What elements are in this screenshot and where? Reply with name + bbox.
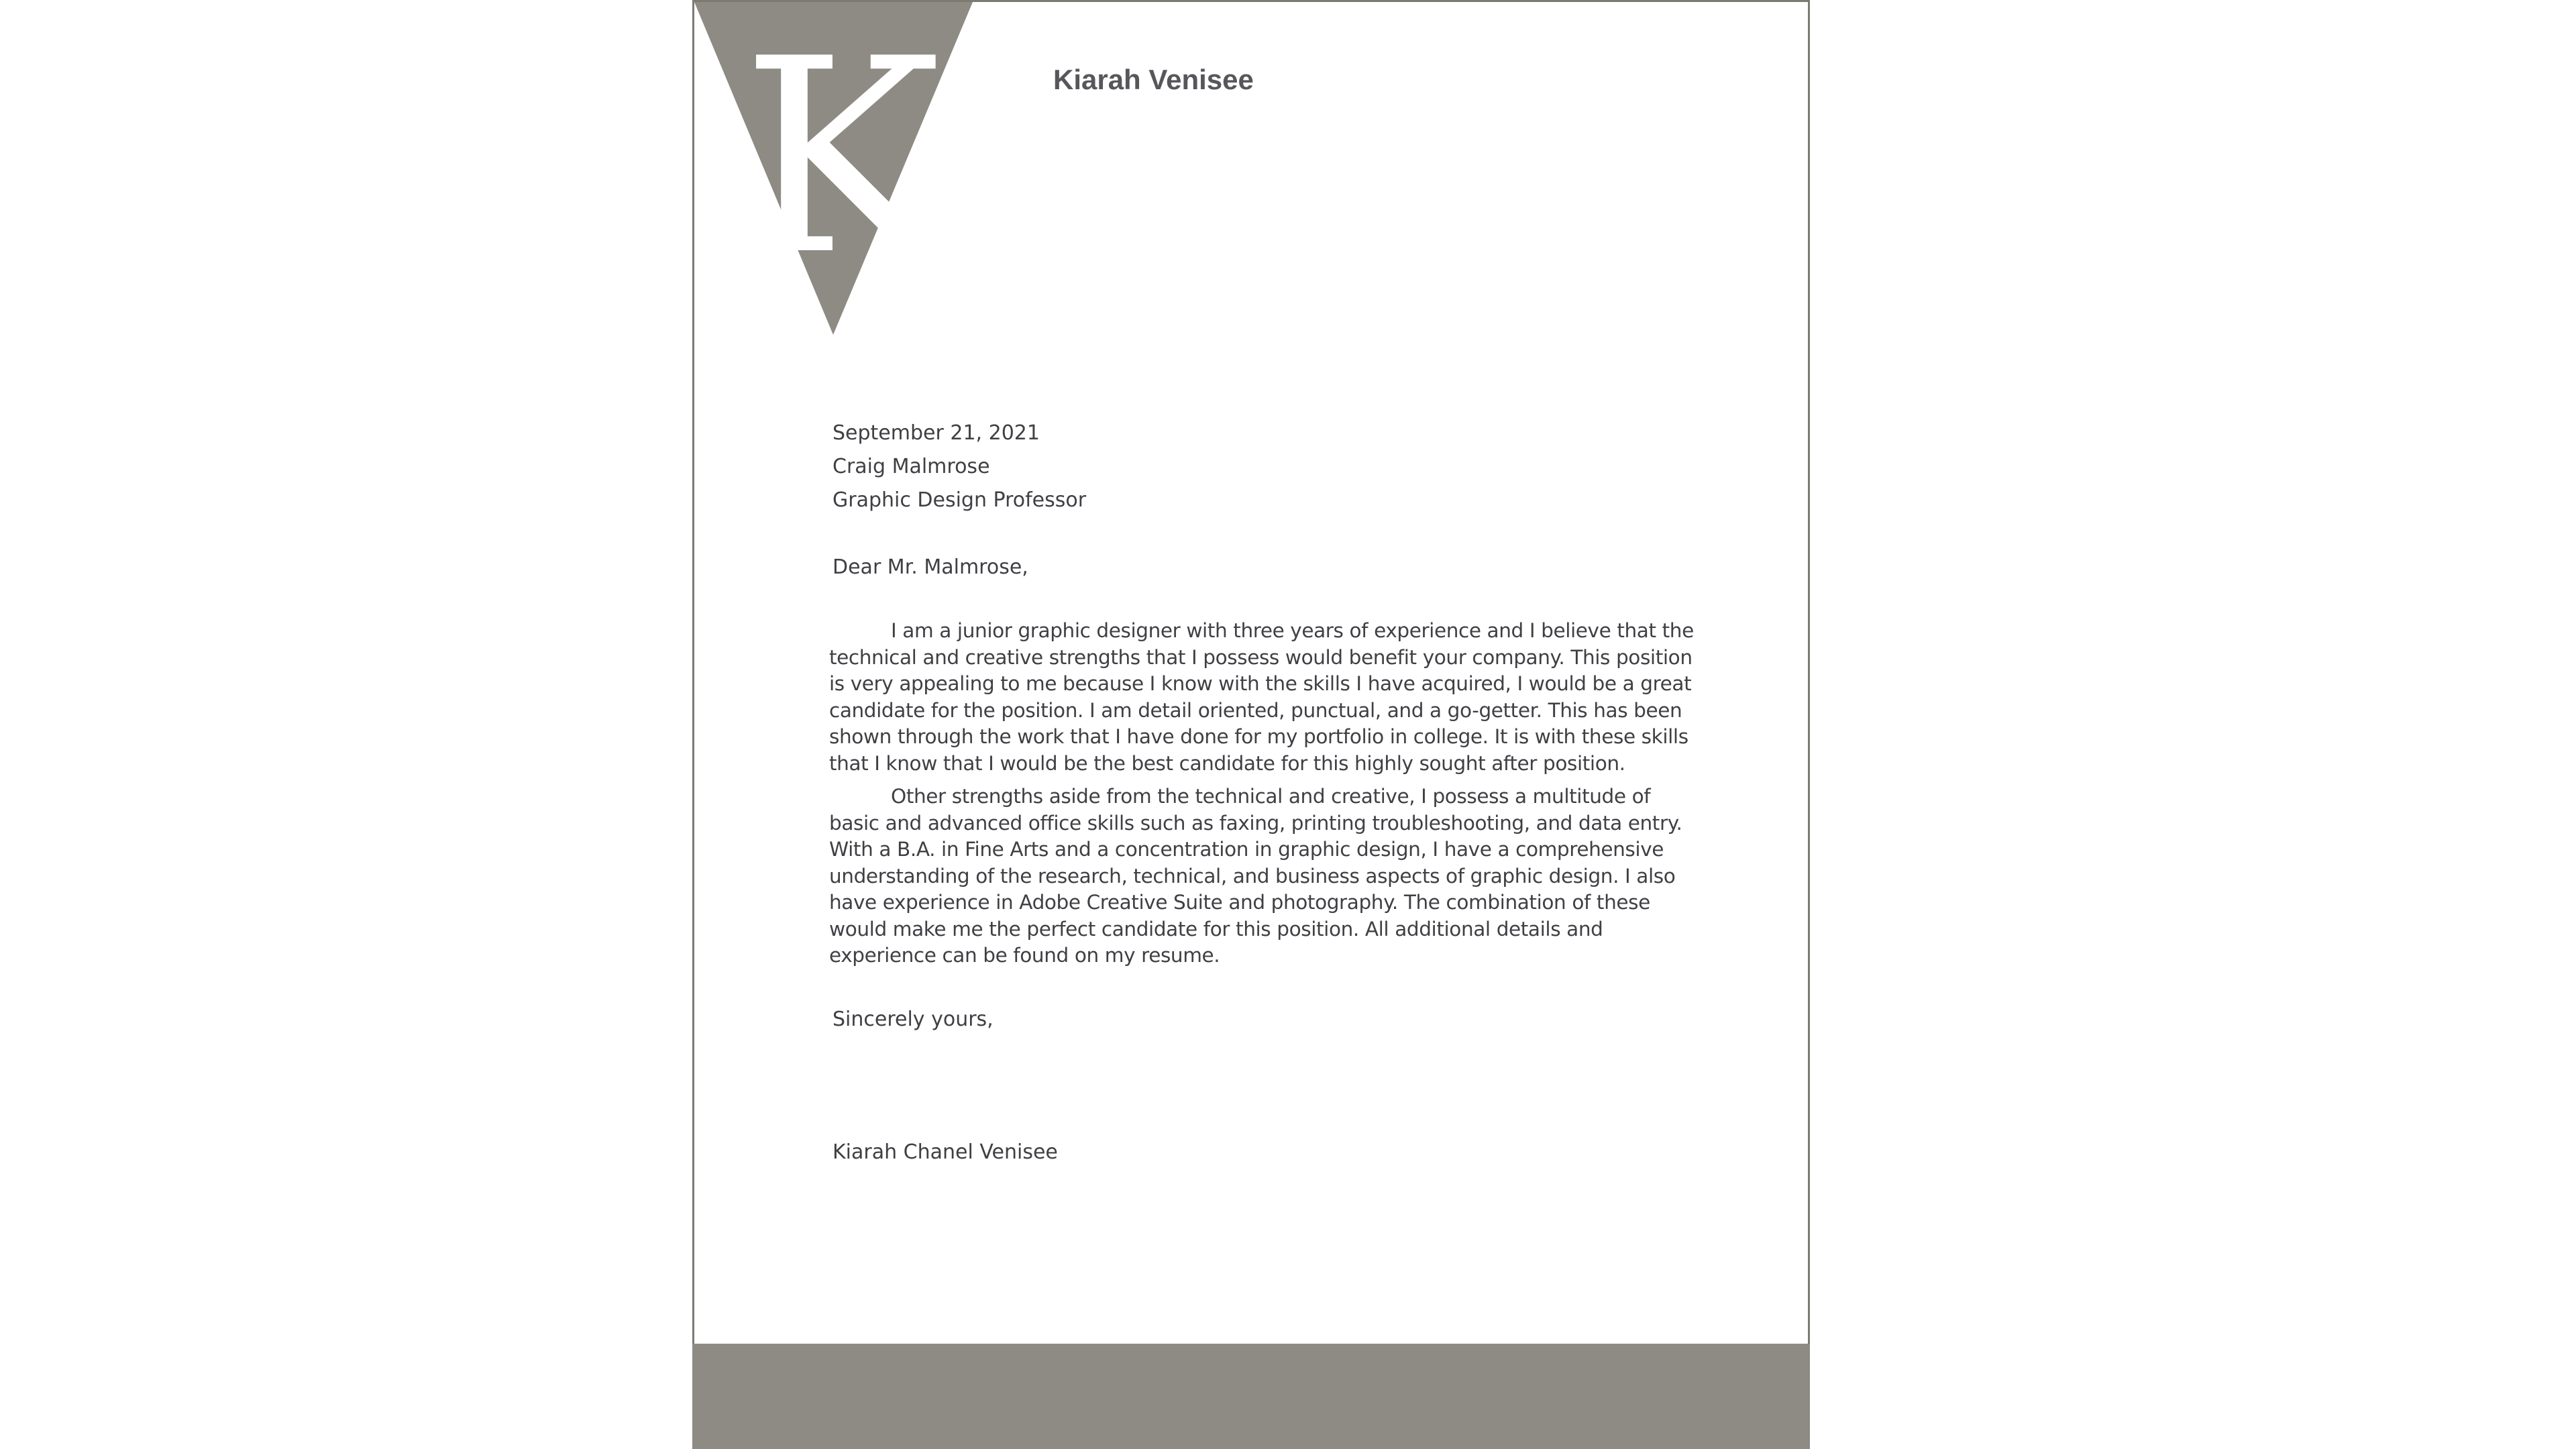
sender-name: Kiarah Venisee (1053, 64, 1254, 95)
paragraph-1: I am a junior graphic designer with three years of experience and I believe that the technical and creative strengths that I possess would benefit your company. This position is very appealing to me because I know with the skills I have acquired, I would be a great candidate for the position. I am detail oriented, punctual, and a go-getter. This has been shown through the work that I have done for my portfolio in college. It is with these skills that I know that I would be the best candidate for this highly sought after position. (829, 619, 1694, 775)
footer-band (692, 1344, 1810, 1449)
signature-name: Kiarah Chanel Venisee (833, 1140, 1058, 1164)
paragraph-2: Other strengths aside from the technical and creative, I possess a multitude of basic and advanced office skills such as faxing, printing troubleshooting, and data entry. With a B.A. in Fine Arts and a concentration in graphic design, I have a comprehensive understanding of the research, technical, and business aspects of graphic design. I also have experience in Adobe Creative Suite and photography. The combination of these would make me the perfect candidate for this position. All additional details and experience can be found on my resume. (829, 785, 1682, 967)
recipient-name: Craig Malmrose (833, 455, 990, 478)
letter-page (692, 0, 1810, 1448)
closing: Sincerely yours, (833, 1007, 994, 1031)
letter-body (829, 417, 1698, 1169)
monogram-logo (694, 2, 976, 337)
salutation: Dear Mr. Malmrose, (833, 555, 1028, 579)
recipient-title: Graphic Design Professor (833, 488, 1087, 512)
letter-date: September 21, 2021 (833, 421, 1040, 445)
logo-letter: K (741, 2, 942, 314)
